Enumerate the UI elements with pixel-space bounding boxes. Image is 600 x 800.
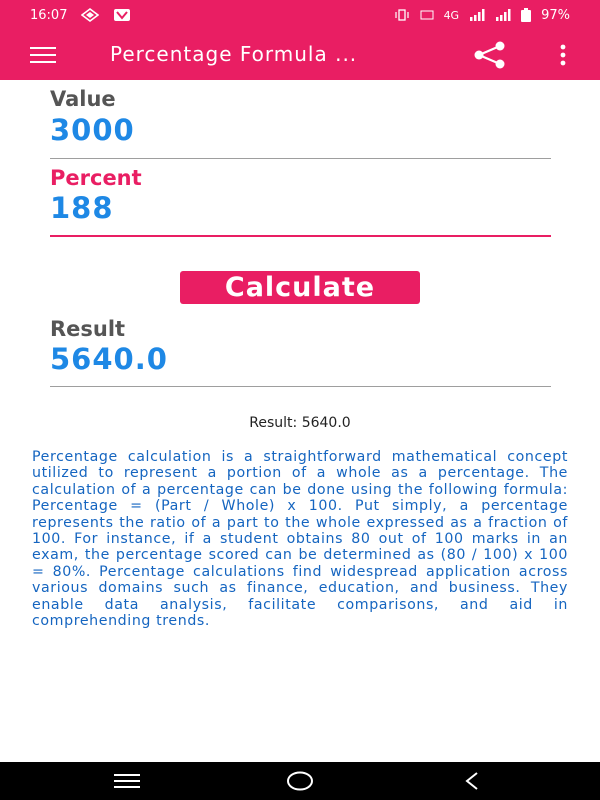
value-input[interactable]: 3000 [50,113,135,147]
hamburger-icon[interactable] [30,47,56,63]
result-label: Result [50,317,126,341]
battery-level: 97% [541,7,570,23]
more-vertical-icon[interactable] [556,44,570,66]
percent-underline [50,235,551,237]
app-bar [0,30,600,80]
navigation-bar [0,762,600,800]
back-icon[interactable] [463,771,481,791]
percent-label: Percent [50,166,142,190]
result-underline [50,386,551,387]
status-time: 16:07 [30,7,68,23]
value-underline [50,158,551,159]
share-icon[interactable] [472,41,508,69]
result-summary: Result: 5640.0 [249,415,351,431]
notification-icon [113,8,131,22]
result-value: 5640.0 [50,342,168,376]
description-text: Percentage calculation is a straightforward mathematical concept utilized to represent a portion of a whole as a percentage. The calculation of a percentage can be done using the following formula: Percentage = (Part / Whole) x 100. Put simply, a percentage represents the ratio of a part to the whole expressed as a fraction of 100. For instance, if a student obtains 80 out of 100 marks in an exam, the percentage scored can be determined as (80 / 100) x 100 = 80%. Percentage calculations find widespread application across various domains such as finance, education, and business. They enable data analysis, facilitate comparisons, and aid in comprehending trends. [32,449,568,630]
recent-apps-icon[interactable] [113,771,141,791]
app-title: Percentage Formula ... [110,42,358,66]
home-icon[interactable] [286,771,314,791]
volte-icon [420,9,434,21]
status-bar [0,0,600,30]
vibrate-icon [394,9,410,21]
signal-icon [469,9,485,21]
percent-input[interactable]: 188 [50,191,114,225]
calculate-button[interactable]: Calculate [180,271,420,304]
value-label: Value [50,87,116,111]
battery-icon [521,8,531,22]
vpn-icon [81,8,99,22]
network-type: 4G [443,8,460,22]
signal-icon-2 [495,9,511,21]
